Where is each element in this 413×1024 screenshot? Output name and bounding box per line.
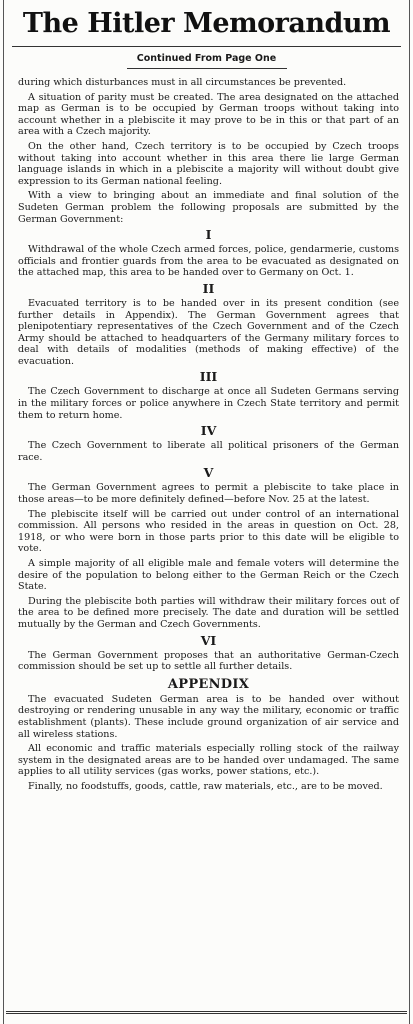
section-numeral: I [205, 227, 212, 243]
paragraph: The German Government proposes that an authoritative German-Czech commission should be set up to settle all further details. [18, 649, 399, 673]
section-numeral: VI [200, 632, 217, 648]
article-body [0, 69, 413, 793]
section-numeral: IV [200, 423, 217, 439]
paragraph: during which disturbances must in all circumstances be prevented. [18, 77, 347, 88]
paragraph: The German Government agrees to permit a plebiscite to take place in those areas—to be more definitely defined—before Nov. 25 at the latest. [18, 482, 399, 506]
paragraph: On the other hand, Czech territory is to be occupied by Czech troops without taking into account whether in this area there lie large German language islands in which in a plebiscite a majority will without doubt give expression to its German national feeling. [18, 140, 399, 187]
paragraph: Finally, no foodstuffs, goods, cattle, raw materials, etc., are to be moved. [28, 780, 383, 792]
paragraph: With a view to bringing about an immediate and final solution of the Sudeten German problem the following proposals are submitted by the German Government: [18, 190, 399, 225]
paragraph: During the plebiscite both parties will withdraw their military forces out of the area to be defined more precisely. The date and duration will be settled mutually by the German and Czech Governments. [18, 595, 399, 630]
paragraph: The Czech Government to liberate all political prisoners of the German race. [18, 440, 399, 463]
continued-line: Continued From Page One [136, 53, 277, 64]
paragraph: A simple majority of all eligible male and female voters will determine the desire of the population to belong either to the German Reich or the Czech State. [18, 558, 399, 593]
section-numeral: III [199, 369, 218, 385]
left-column-rule [3, 0, 4, 1024]
appendix-heading: APPENDIX [167, 676, 250, 692]
paragraph: All economic and traffic materials especially rolling stock of the railway system in the designated areas are to be handed over undamaged. The same applies to all utility services (gas works, power stations, etc.). [18, 743, 399, 778]
headline: The Hitler Memorandum [22, 8, 391, 39]
paragraph: The evacuated Sudeten German area is to be handed over without destroying or rendering unusable in any way the military, economic or traffic establishment (plants). These include ground organization of air service and all wireless stations. [18, 693, 399, 740]
paragraph: Evacuated territory is to be handed over in its present condition (see further details in Appendix). The German Government agrees that plenipotentiary representatives of the Czech Government and of the Czech Army should be attached to headquarters of the Germany military forces to deal with details of modalities (methods of making effective) of the evacuation. [18, 297, 399, 367]
section-numeral: II [202, 280, 215, 296]
section-numeral: V [203, 465, 214, 481]
paragraph: Withdrawal of the whole Czech armed forces, police, gendarmerie, customs officials and frontier guards from the area to be evacuated as designated on the attached map, this area to be handed over to Germany on Oct. 1. [18, 244, 399, 279]
bottom-rule [6, 1011, 407, 1014]
right-column-rule [409, 0, 410, 1024]
paragraph: The Czech Government to discharge at once all Sudeten Germans serving in the military forces or police anywhere in Czech State territory and permit them to return home. [18, 386, 399, 421]
paragraph: The plebiscite itself will be carried out under control of an international commission. All persons who resided in the areas in question on Oct. 28, 1918, or who were born in those parts prior to this date will be eligible to vote. [18, 508, 399, 555]
headline-rule [12, 46, 401, 47]
paragraph: A situation of parity must be created. The area designated on the attached map as German is to be occupied by German troops without taking into account whether in a plebiscite it may prove to be in this or that part of an area with a Czech majority. [18, 91, 399, 138]
